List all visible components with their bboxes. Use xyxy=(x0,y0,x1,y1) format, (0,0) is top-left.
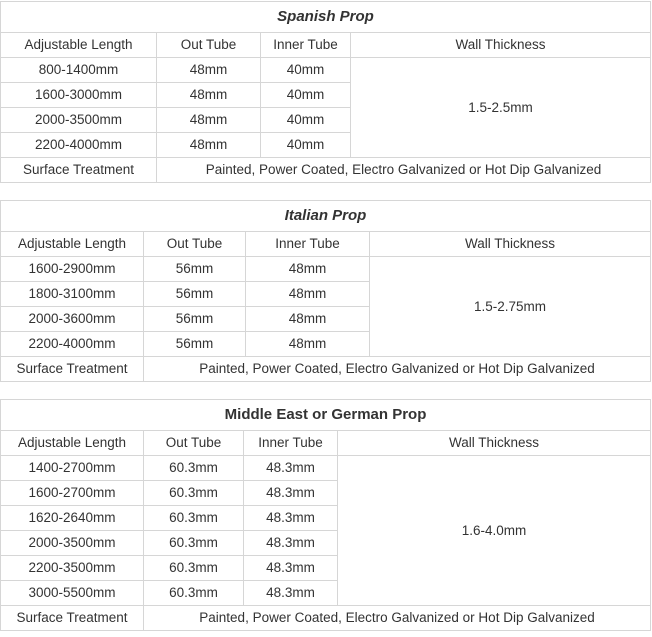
table-cell: 60.3mm xyxy=(144,581,244,606)
table-cell: 48.3mm xyxy=(244,506,338,531)
table-cell: 40mm xyxy=(261,133,351,158)
table-cell: 56mm xyxy=(144,282,246,307)
table-cell: 2000-3500mm xyxy=(1,531,144,556)
column-header: Adjustable Length xyxy=(1,232,144,257)
table-title: Italian Prop xyxy=(1,201,651,232)
surface-treatment-row xyxy=(1,606,651,631)
wall-thickness-cell: 1.5-2.5mm xyxy=(351,58,651,158)
surface-treatment-value: Painted, Power Coated, Electro Galvanized or Hot Dip Galvanized xyxy=(144,606,651,631)
table-cell: 2200-3500mm xyxy=(1,556,144,581)
table-cell: 2000-3600mm xyxy=(1,307,144,332)
table-cell: 3000-5500mm xyxy=(1,581,144,606)
table-cell: 1400-2700mm xyxy=(1,456,144,481)
italian-prop-table xyxy=(0,200,651,382)
table-cell: 56mm xyxy=(144,332,246,357)
surface-treatment-row xyxy=(1,158,651,183)
table-cell: 48.3mm xyxy=(244,481,338,506)
table-cell: 60.3mm xyxy=(144,531,244,556)
table-cell: 48mm xyxy=(246,282,370,307)
table-title-row xyxy=(1,2,651,33)
surface-treatment-label: Surface Treatment xyxy=(1,357,144,382)
header-row xyxy=(1,431,651,456)
table-cell: 60.3mm xyxy=(144,481,244,506)
table-title-row xyxy=(1,201,651,232)
table-cell: 48mm xyxy=(246,332,370,357)
column-header: Inner Tube xyxy=(261,33,351,58)
table-cell: 1800-3100mm xyxy=(1,282,144,307)
table-cell: 48mm xyxy=(157,108,261,133)
table-row xyxy=(1,58,651,83)
table-title-row xyxy=(1,400,651,431)
column-header: Adjustable Length xyxy=(1,431,144,456)
table-title: Middle East or German Prop xyxy=(1,400,651,431)
table-cell: 2200-4000mm xyxy=(1,133,157,158)
column-header: Wall Thickness xyxy=(351,33,651,58)
table-cell: 48.3mm xyxy=(244,581,338,606)
surface-treatment-label: Surface Treatment xyxy=(1,158,157,183)
table-cell: 1620-2640mm xyxy=(1,506,144,531)
table-cell: 48mm xyxy=(157,133,261,158)
table-title: Spanish Prop xyxy=(1,2,651,33)
middle-east-german-prop-table xyxy=(0,399,651,631)
header-row xyxy=(1,232,651,257)
table-cell: 1600-2900mm xyxy=(1,257,144,282)
column-header: Out Tube xyxy=(157,33,261,58)
surface-treatment-value: Painted, Power Coated, Electro Galvanized or Hot Dip Galvanized xyxy=(157,158,651,183)
table-cell: 40mm xyxy=(261,108,351,133)
table-cell: 48.3mm xyxy=(244,456,338,481)
table-cell: 48mm xyxy=(157,83,261,108)
surface-treatment-row xyxy=(1,357,651,382)
column-header: Adjustable Length xyxy=(1,33,157,58)
table-cell: 60.3mm xyxy=(144,506,244,531)
table-cell: 48mm xyxy=(157,58,261,83)
column-header: Inner Tube xyxy=(246,232,370,257)
wall-thickness-cell: 1.5-2.75mm xyxy=(370,257,651,357)
column-header: Inner Tube xyxy=(244,431,338,456)
table-cell: 48mm xyxy=(246,257,370,282)
column-header: Out Tube xyxy=(144,431,244,456)
table-cell: 60.3mm xyxy=(144,556,244,581)
table-cell: 800-1400mm xyxy=(1,58,157,83)
table-cell: 56mm xyxy=(144,307,246,332)
header-row xyxy=(1,33,651,58)
wall-thickness-cell: 1.6-4.0mm xyxy=(338,456,651,606)
table-cell: 48mm xyxy=(246,307,370,332)
table-cell: 40mm xyxy=(261,83,351,108)
spanish-prop-table xyxy=(0,1,651,183)
table-cell: 1600-3000mm xyxy=(1,83,157,108)
table-row xyxy=(1,456,651,481)
table-cell: 56mm xyxy=(144,257,246,282)
table-row xyxy=(1,257,651,282)
table-cell: 40mm xyxy=(261,58,351,83)
surface-treatment-value: Painted, Power Coated, Electro Galvanized or Hot Dip Galvanized xyxy=(144,357,651,382)
table-cell: 48.3mm xyxy=(244,531,338,556)
table-cell: 48.3mm xyxy=(244,556,338,581)
column-header: Out Tube xyxy=(144,232,246,257)
table-cell: 1600-2700mm xyxy=(1,481,144,506)
table-cell: 2000-3500mm xyxy=(1,108,157,133)
table-cell: 60.3mm xyxy=(144,456,244,481)
table-cell: 2200-4000mm xyxy=(1,332,144,357)
column-header: Wall Thickness xyxy=(338,431,651,456)
surface-treatment-label: Surface Treatment xyxy=(1,606,144,631)
column-header: Wall Thickness xyxy=(370,232,651,257)
